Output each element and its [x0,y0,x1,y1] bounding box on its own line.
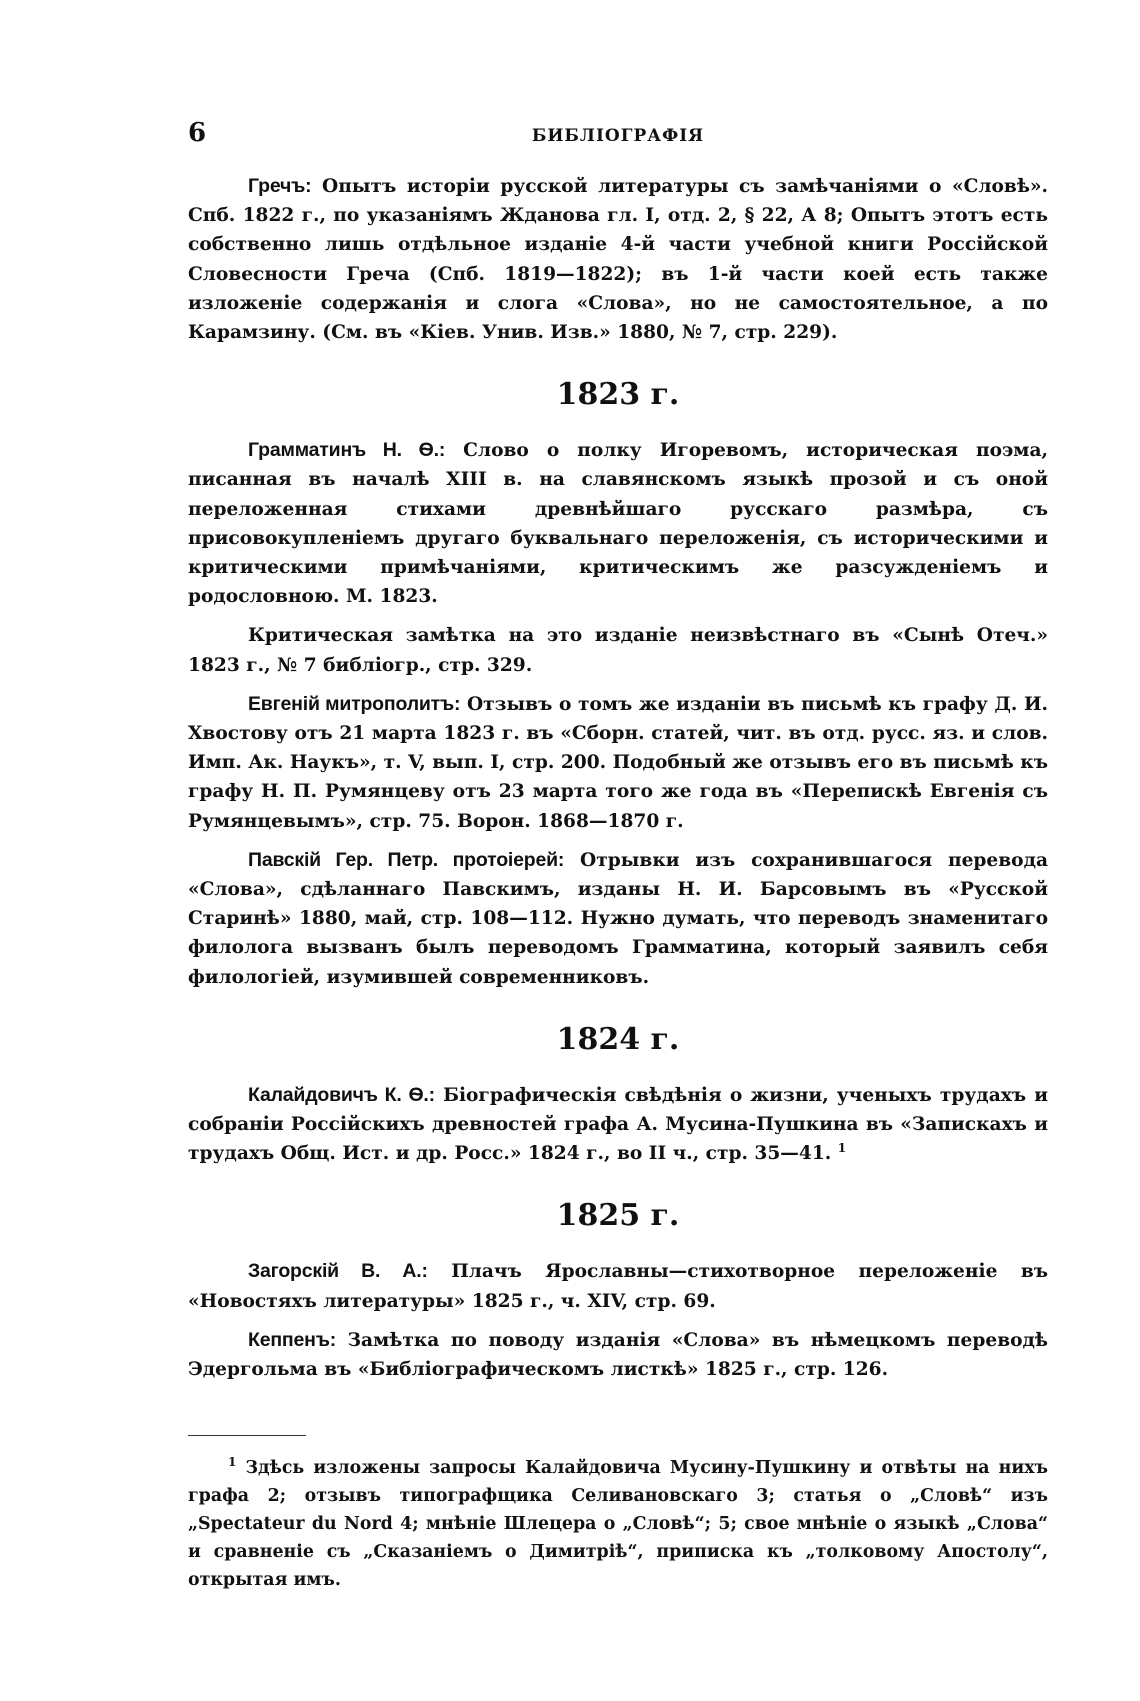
footnote-mark: 1 [228,1455,237,1470]
page-content [188,172,1048,1394]
entry-text: Плачъ Ярославны—стихотворное переложеніе въ «Новостяхъ литературы» 1825 г., ч. XIV, стр. 69. [188,1261,1049,1312]
bibliography-entry-grech [188,172,1048,347]
entry-author: Калайдовичъ К. Ѳ.: [248,1083,435,1106]
footnote-reference[interactable]: 1 [837,1141,847,1156]
footnote-text: Здѣсь изложены запросы Калайдовича Мусину-Пушкину и отвѣты на нихъ графа 2; отзывъ типографщика Селивановскаго 3; статья о „Словѣ“ изъ „Spectateur du Nord 4; мнѣніе Шлецера о „Словѣ“; 5; свое мнѣніе о языкѣ „Слова“ и сравненіе съ „Сказаніемъ о Димитріѣ“, приписка къ „толковому Апостолу“, открытая имъ. [188,1458,1048,1590]
entry-author: Павскій Гер. Петр. протоіерей: [248,848,565,871]
footnote-divider [188,1435,306,1436]
year-heading-1825: 1825 г. [556,1198,680,1234]
entry-text: Замѣтка по поводу изданія «Слова» въ нѣмецкомъ переводѣ Эдергольма въ «Библіографическомъ листкѣ» 1825 г., стр. 126. [188,1329,1048,1381]
bibliography-entry-zagorskiy [188,1257,1048,1315]
entry-author: Евгеній митрополитъ: [248,692,461,715]
entry-author: Грамматинъ Н. Ѳ.: [248,439,446,462]
entry-text: Опытъ исторіи русской литературы съ замѣчаніями о «Словѣ». Спб. 1822 г., по указаніямъ Жданова гл. I, отд. 2, § 22, А 8; Опытъ этотъ есть собственно лишь отдѣльное изданіе 4-й части учебной книги Россійской Словесности Греча (Спб. 1819—1822); въ 1-й части коей есть также изложеніе содержанія и слога «Слова», но не самостоятельное, а по Карамзину. (См. въ «Кіев. Унив. Изв.» 1880, № 7, стр. 229). [188,176,1048,344]
bibliography-entry-critical-note [188,621,1048,679]
bibliography-entry-keppen [188,1326,1048,1384]
running-head [188,118,1048,158]
entry-author: Загорскій В. А.: [248,1260,428,1283]
year-heading-1823: 1823 г. [556,377,680,413]
bibliography-entry-evgeniy [188,690,1048,836]
entry-author: Гречъ: [248,175,312,197]
entry-text: Критическая замѣтка на это изданіе неизвѣстнаго въ «Сынѣ Отеч.» 1823 г., № 7 библіогр., стр. 329. [188,625,1048,676]
entry-text: Біографическія свѣдѣнія о жизни, ученыхъ трудахъ и собраніи Россійскихъ древностей графа А. Мусина-Пушкина въ «Запискахъ и трудахъ Общ. Ист. и др. Росс.» 1824 г., во II ч., стр. 35—41. [188,1084,1048,1165]
footnote [188,1454,1048,1594]
running-title: БИБЛІОГРАФІЯ [531,126,705,146]
entry-author: Кеппенъ: [248,1328,337,1351]
bibliography-entry-pavskiy [188,846,1048,992]
entry-text: Отзывъ о томъ же изданіи въ письмѣ къ графу Д. И. Хвостову отъ 21 марта 1823 г. въ «Сборн. статей, чит. въ отд. русс. яз. и слов. Имп. Ак. Наукъ», т. V, вып. I, стр. 200. Подобный же отзывъ его въ письмѣ къ графу Н. П. Румянцеву отъ 23 марта того же года въ «Перепискѣ Евгенія съ Румянцевымъ», стр. 75. Ворон. 1868—1870 г. [188,693,1048,832]
entry-text: Слово о полку Игоревомъ, историческая поэма, писанная въ началѣ XIII в. на славянскомъ языкѣ прозой и съ оной переложенная стихами древнѣйшаго русскаго размѣра, съ присовокупленіемъ другаго буквальнаго переложенія, съ историческими и критическими примѣчаніями, критическимъ же разсужденіемъ и родословною. М. 1823. [188,440,1048,608]
entry-text: Отрывки изъ сохранившагося перевода «Слова», сдѣланнаго Павскимъ, изданы Н. И. Барсовымъ въ «Русской Старинѣ» 1880, май, стр. 108—112. Нужно думать, что переводъ знаменитаго филолога вызванъ былъ переводомъ Грамматина, который заявилъ себя филологіей, изумившей современниковъ. [188,849,1049,988]
page-number: 6 [188,118,207,148]
year-heading-1824: 1824 г. [556,1021,680,1057]
bibliography-entry-grammatin [188,436,1048,611]
bibliography-entry-kalaydovich [188,1081,1048,1169]
